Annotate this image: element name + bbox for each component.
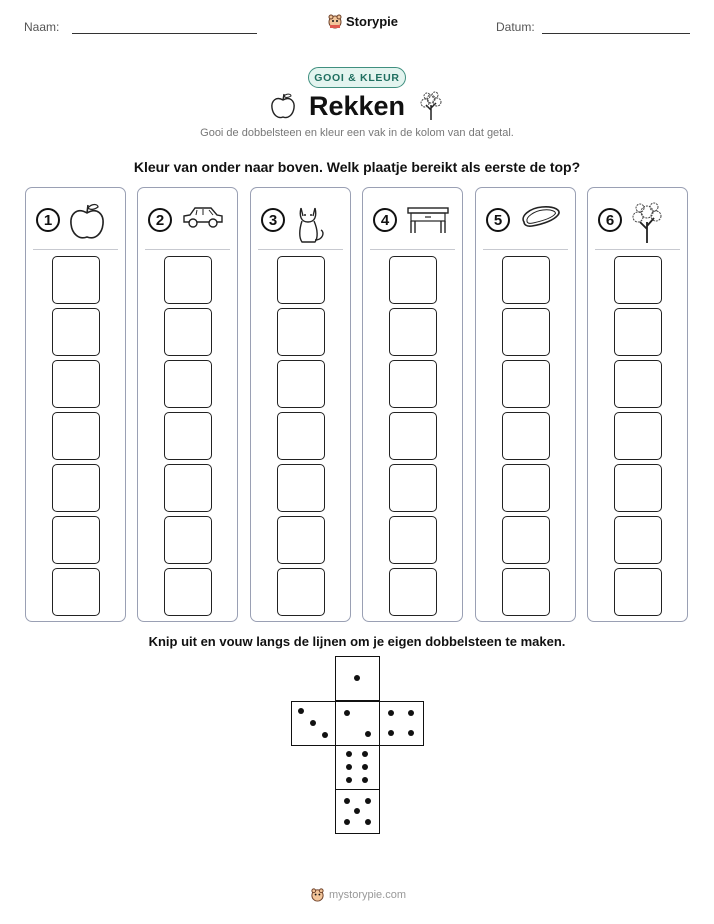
color-box[interactable] [164, 360, 212, 408]
date-line[interactable] [542, 33, 690, 34]
die-pip [310, 720, 316, 726]
color-box[interactable] [52, 308, 100, 356]
die-face-1 [335, 656, 380, 701]
name-line[interactable] [72, 33, 257, 34]
die-pip [362, 764, 368, 770]
color-box[interactable] [614, 308, 662, 356]
color-box[interactable] [52, 360, 100, 408]
color-box[interactable] [389, 412, 437, 460]
column-1 [25, 187, 126, 622]
color-box[interactable] [277, 360, 325, 408]
color-box[interactable] [164, 308, 212, 356]
color-box[interactable] [164, 516, 212, 564]
die-pip [365, 819, 371, 825]
die-pip [365, 731, 371, 737]
column-2 [137, 187, 238, 622]
die-pip [344, 798, 350, 804]
color-box[interactable] [277, 568, 325, 616]
column-number: 3 [261, 208, 285, 232]
die-face-3 [291, 701, 336, 746]
color-box[interactable] [614, 568, 662, 616]
color-box[interactable] [52, 412, 100, 460]
die-pip [346, 764, 352, 770]
column-header [251, 202, 350, 244]
activity-badge: GOOI & KLEUR [308, 67, 406, 88]
column-header [588, 202, 687, 244]
color-box[interactable] [164, 256, 212, 304]
rubber-band-icon [518, 202, 564, 237]
color-box[interactable] [389, 568, 437, 616]
die-face-4 [379, 701, 424, 746]
column-divider [145, 249, 230, 250]
tree-icon [630, 202, 664, 249]
tree-icon [418, 91, 444, 121]
color-box[interactable] [389, 360, 437, 408]
color-box[interactable] [502, 360, 550, 408]
color-box[interactable] [614, 412, 662, 460]
die-pip [362, 777, 368, 783]
color-box[interactable] [277, 516, 325, 564]
column-number: 5 [486, 208, 510, 232]
color-box[interactable] [277, 412, 325, 460]
column-header [363, 202, 462, 244]
die-pip [388, 730, 394, 736]
color-box[interactable] [389, 516, 437, 564]
subtitle: Gooi de dobbelsteen en kleur een vak in de kolom van dat getal. [200, 127, 514, 139]
color-box[interactable] [277, 464, 325, 512]
die-pip [346, 751, 352, 757]
color-box[interactable] [614, 256, 662, 304]
storypie-mascot-icon [310, 887, 325, 902]
instruction-bottom: Knip uit en vouw langs de lijnen om je eigen dobbelsteen te maken. [148, 634, 566, 649]
color-box[interactable] [277, 308, 325, 356]
column-4 [362, 187, 463, 622]
color-box[interactable] [614, 516, 662, 564]
brand-name: Storypie [346, 13, 399, 29]
date-label: Datum: [496, 20, 535, 34]
column-header [138, 202, 237, 244]
color-box[interactable] [502, 308, 550, 356]
apple-icon [68, 202, 106, 247]
die-face-5 [335, 789, 380, 834]
die-pip [362, 751, 368, 757]
column-6 [587, 187, 688, 622]
color-box[interactable] [502, 568, 550, 616]
die-face-6 [335, 745, 380, 790]
column-header [26, 202, 125, 244]
color-box[interactable] [614, 464, 662, 512]
page-title: Rekken [308, 91, 406, 121]
color-box[interactable] [614, 360, 662, 408]
column-3 [250, 187, 351, 622]
color-box[interactable] [164, 568, 212, 616]
color-box[interactable] [502, 412, 550, 460]
color-box[interactable] [389, 256, 437, 304]
footer-url: mystorypie.com [329, 888, 407, 901]
die-pip [298, 708, 304, 714]
die-pip [346, 777, 352, 783]
column-number: 1 [36, 208, 60, 232]
die-pip [408, 710, 414, 716]
die-pip [388, 710, 394, 716]
cat-icon [293, 202, 327, 249]
color-box[interactable] [389, 464, 437, 512]
die-pip [365, 798, 371, 804]
color-box[interactable] [502, 256, 550, 304]
die-pip [322, 732, 328, 738]
die-pip [408, 730, 414, 736]
footer [310, 887, 406, 902]
color-box[interactable] [164, 412, 212, 460]
color-box[interactable] [277, 256, 325, 304]
color-box[interactable] [502, 516, 550, 564]
column-divider [258, 249, 343, 250]
desk-icon [405, 202, 451, 241]
die-pip [354, 808, 360, 814]
column-divider [33, 249, 118, 250]
instruction-top: Kleur van onder naar boven. Welk plaatje bereikt als eerste de top? [133, 159, 581, 175]
column-number: 2 [148, 208, 172, 232]
column-header [476, 202, 575, 244]
column-number: 4 [373, 208, 397, 232]
die-pip [354, 675, 360, 681]
storypie-mascot-icon [327, 13, 343, 29]
color-box[interactable] [389, 308, 437, 356]
color-box[interactable] [52, 568, 100, 616]
column-number: 6 [598, 208, 622, 232]
color-box[interactable] [52, 464, 100, 512]
brand-logo [327, 13, 398, 29]
die-pip [344, 710, 350, 716]
car-icon [180, 202, 226, 237]
color-box[interactable] [502, 464, 550, 512]
name-label: Naam: [24, 20, 60, 34]
color-box[interactable] [164, 464, 212, 512]
column-divider [370, 249, 455, 250]
column-divider [595, 249, 680, 250]
column-divider [483, 249, 568, 250]
color-box[interactable] [52, 256, 100, 304]
column-5 [475, 187, 576, 622]
die-face-2 [335, 701, 380, 746]
die-pip [344, 819, 350, 825]
color-box[interactable] [52, 516, 100, 564]
